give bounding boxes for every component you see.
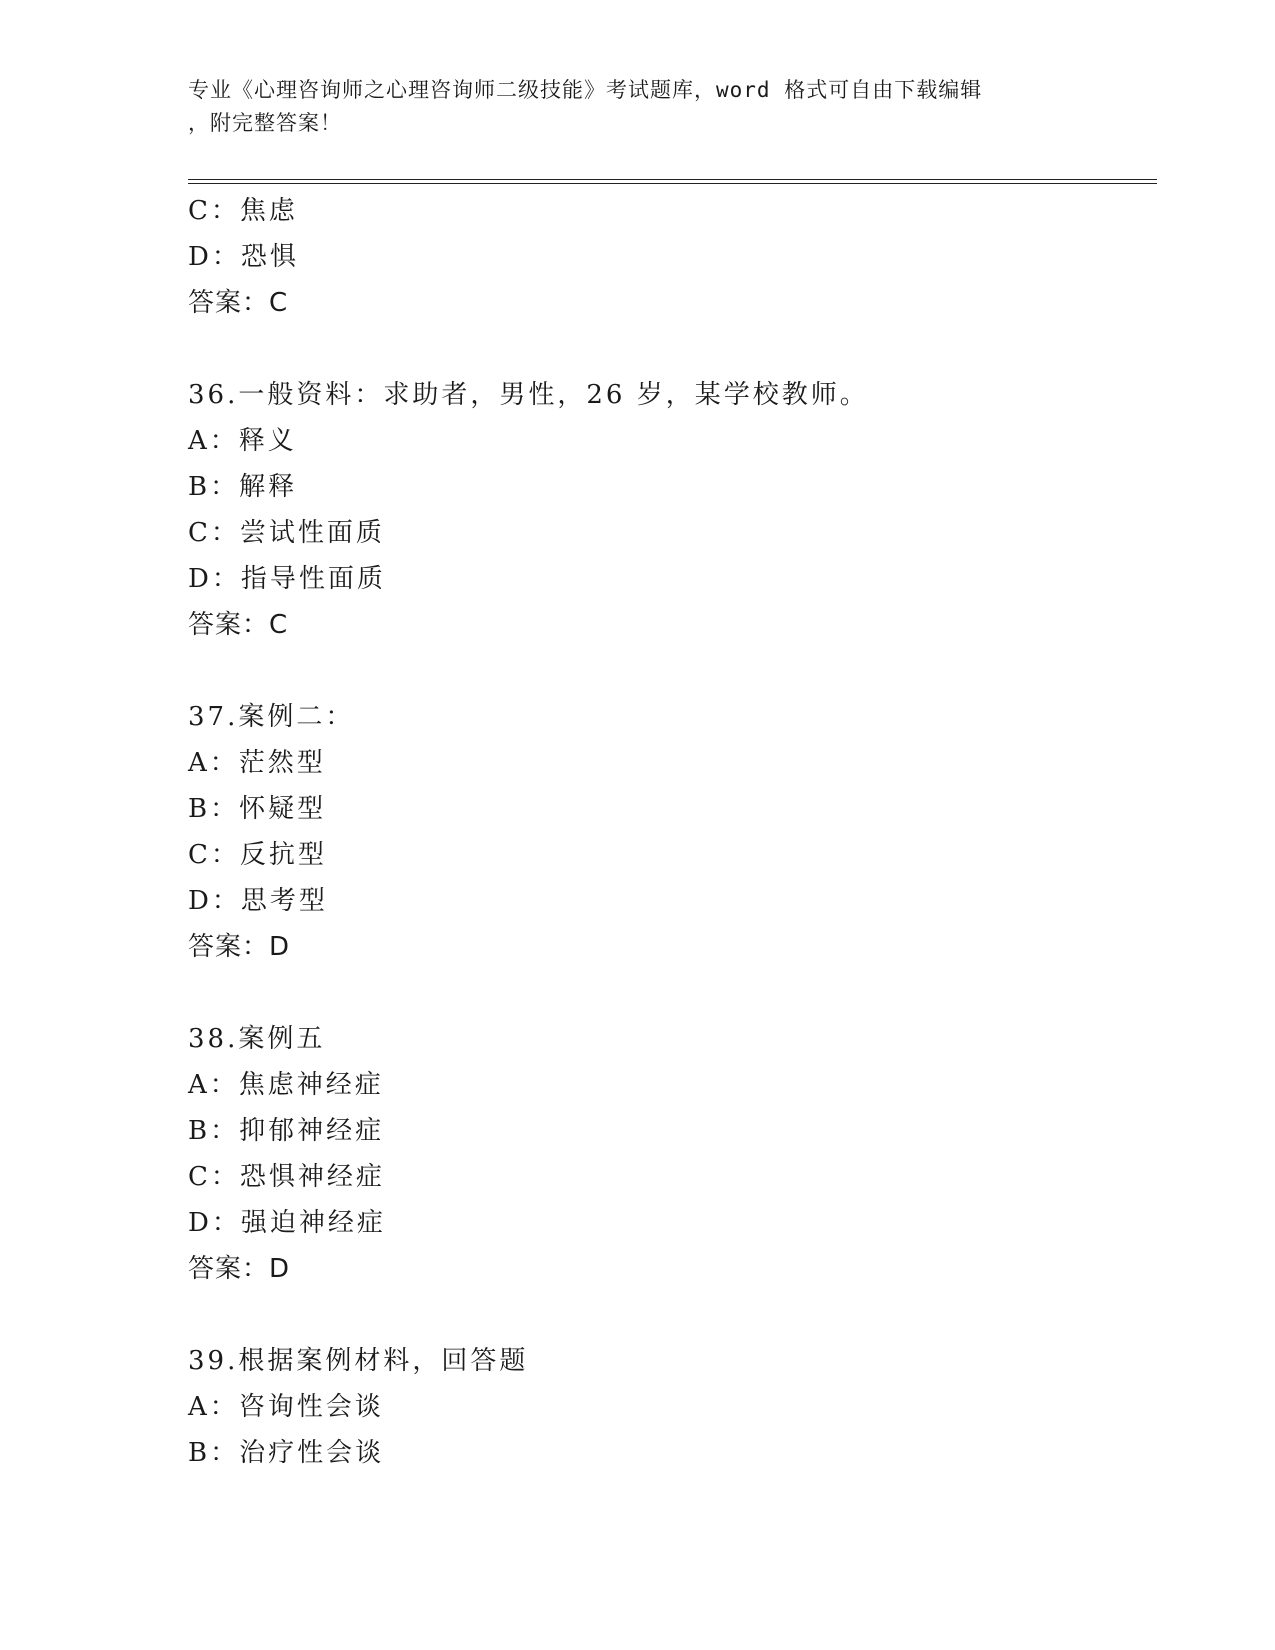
answer-line: 答案：D	[188, 932, 291, 962]
header-divider-top	[188, 179, 1157, 180]
question-continuation	[188, 188, 1148, 326]
option-d: D：指导性面质	[188, 564, 386, 594]
option-a: A：咨询性会谈	[188, 1392, 384, 1422]
option-c: C：恐惧神经症	[188, 1162, 385, 1192]
option-c: C：焦虑	[188, 196, 298, 226]
spacer	[188, 970, 1148, 1016]
question-39	[188, 1338, 1148, 1476]
option-c: C：尝试性面质	[188, 518, 385, 548]
question-37	[188, 694, 1148, 970]
header-divider-bottom	[188, 183, 1157, 184]
answer-line: 答案：C	[188, 288, 289, 318]
header-title-line-1: 专业《心理咨询师之心理咨询师二级技能》考试题库，word 格式可自由下载编辑	[188, 78, 983, 102]
spacer	[188, 326, 1148, 372]
header-title-line-2: ，附完整答案！	[188, 111, 342, 135]
option-b: B：抑郁神经症	[188, 1116, 385, 1146]
option-b: B：治疗性会谈	[188, 1438, 385, 1468]
question-content	[188, 188, 1148, 1476]
document-header	[188, 74, 1088, 140]
question-stem: 39.根据案例材料，回答题	[188, 1346, 529, 1376]
option-a: A：释义	[188, 426, 297, 456]
question-38	[188, 1016, 1148, 1292]
answer-line: 答案：C	[188, 610, 289, 640]
question-stem: 36.一般资料：求助者，男性，26 岁，某学校教师。	[188, 380, 869, 410]
option-b: B：解释	[188, 472, 298, 502]
question-stem: 38.案例五	[188, 1024, 326, 1054]
option-a: A：茫然型	[188, 748, 326, 778]
option-d: D：强迫神经症	[188, 1208, 386, 1238]
option-a: A：焦虑神经症	[188, 1070, 384, 1100]
option-c: C：反抗型	[188, 840, 327, 870]
option-d: D：思考型	[188, 886, 328, 916]
spacer	[188, 1292, 1148, 1338]
question-36	[188, 372, 1148, 648]
option-d: D：恐惧	[188, 242, 299, 272]
option-b: B：怀疑型	[188, 794, 327, 824]
spacer	[188, 648, 1148, 694]
question-stem: 37.案例二：	[188, 702, 355, 732]
answer-line: 答案：D	[188, 1254, 291, 1284]
